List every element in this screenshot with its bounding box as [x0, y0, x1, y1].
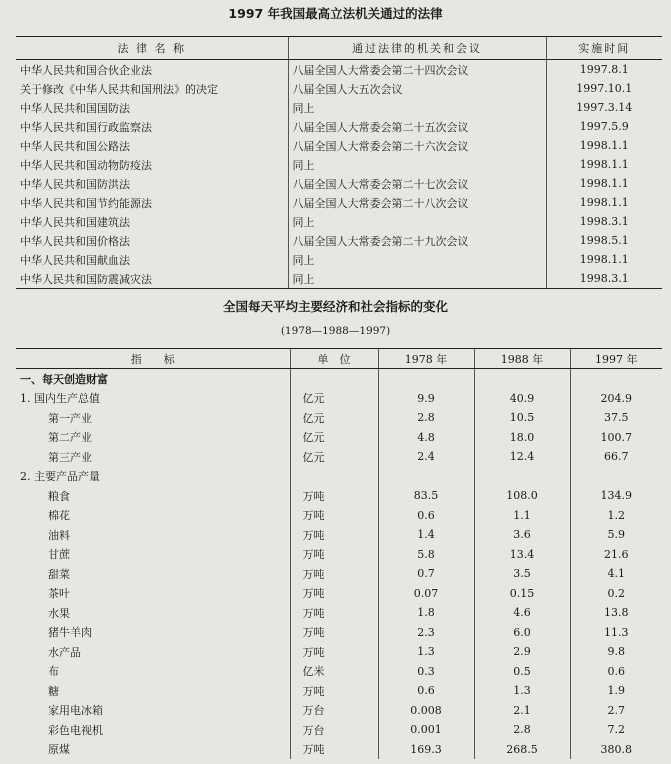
law-row: [16, 269, 662, 289]
value-1978-cell: 0.6: [378, 681, 474, 701]
adopting-body-cell: 同上: [288, 155, 546, 174]
unit-cell: 亿元: [290, 447, 378, 467]
indicator-row: [16, 467, 662, 487]
value-1988-cell: 3.5: [474, 564, 570, 584]
unit-cell: 万吨: [290, 564, 378, 584]
value-1997-cell: 9.8: [570, 642, 662, 662]
header-adopting-body: 通过法律的机关和会议: [288, 37, 546, 60]
unit-cell: 万台: [290, 720, 378, 740]
header-1988: 1988 年: [474, 349, 570, 369]
unit-cell: 万台: [290, 701, 378, 721]
indicator-row: [16, 545, 662, 565]
indicator-name-cell: 彩色电视机: [48, 723, 103, 737]
value-1978-cell: 83.5: [378, 486, 474, 506]
unit-cell: [290, 467, 378, 487]
value-1978-cell: 0.6: [378, 506, 474, 526]
effective-date-cell: 1998.1.1: [546, 193, 662, 212]
effective-date-cell: 1998.5.1: [546, 231, 662, 250]
law-name-cell: 中华人民共和国建筑法: [20, 215, 130, 229]
unit-cell: 万吨: [290, 506, 378, 526]
value-1988-cell: [474, 369, 570, 389]
law-row: [16, 250, 662, 269]
value-1978-cell: 0.7: [378, 564, 474, 584]
indicator-row: [16, 662, 662, 682]
value-1997-cell: 134.9: [570, 486, 662, 506]
indicator-name-cell: 粮食: [48, 489, 70, 503]
law-name-cell: 中华人民共和国国防法: [20, 101, 130, 115]
header-indicator: 指 标: [16, 349, 290, 369]
adopting-body-cell: 八届全国人大常委会第二十七次会议: [288, 174, 546, 193]
adopting-body-cell: 同上: [288, 98, 546, 117]
laws-header-row: [16, 37, 662, 60]
value-1997-cell: 66.7: [570, 447, 662, 467]
law-name-cell: 中华人民共和国行政监察法: [20, 120, 152, 134]
value-1997-cell: 21.6: [570, 545, 662, 565]
value-1988-cell: 0.15: [474, 584, 570, 604]
adopting-body-cell: 八届全国人大常委会第二十九次会议: [288, 231, 546, 250]
law-name-cell: 中华人民共和国节约能源法: [20, 196, 152, 210]
effective-date-cell: 1998.1.1: [546, 155, 662, 174]
value-1997-cell: 0.2: [570, 584, 662, 604]
effective-date-cell: 1998.1.1: [546, 174, 662, 193]
value-1988-cell: 1.1: [474, 506, 570, 526]
value-1978-cell: 1.8: [378, 603, 474, 623]
unit-cell: 万吨: [290, 681, 378, 701]
indicator-row: [16, 408, 662, 428]
value-1997-cell: 11.3: [570, 623, 662, 643]
value-1988-cell: 3.6: [474, 525, 570, 545]
indicator-row: [16, 564, 662, 584]
indicator-name-cell: 糖: [48, 684, 59, 698]
law-name-cell: 中华人民共和国合伙企业法: [20, 63, 152, 77]
indicator-row: [16, 642, 662, 662]
value-1988-cell: 108.0: [474, 486, 570, 506]
adopting-body-cell: 同上: [288, 212, 546, 231]
law-name-cell: 中华人民共和国防洪法: [20, 177, 130, 191]
value-1978-cell: 2.3: [378, 623, 474, 643]
value-1997-cell: 1.2: [570, 506, 662, 526]
adopting-body-cell: 八届全国人大常委会第二十六次会议: [288, 136, 546, 155]
laws-table-title: 1997 年我国最高立法机关通过的法律: [228, 6, 443, 21]
indicator-row: [16, 740, 662, 760]
value-1997-cell: 100.7: [570, 428, 662, 448]
value-1988-cell: 10.5: [474, 408, 570, 428]
value-1988-cell: [474, 467, 570, 487]
indicator-name-cell: 布: [48, 665, 59, 679]
value-1988-cell: 0.5: [474, 662, 570, 682]
value-1988-cell: 40.9: [474, 389, 570, 409]
value-1997-cell: 37.5: [570, 408, 662, 428]
value-1997-cell: 5.9: [570, 525, 662, 545]
indicator-name-cell: 2. 主要产品产量: [20, 470, 100, 484]
indicators-table: [16, 348, 662, 759]
law-row: [16, 60, 662, 80]
unit-cell: 万吨: [290, 486, 378, 506]
adopting-body-cell: 八届全国人大五次会议: [288, 79, 546, 98]
indicator-name-cell: 甘蔗: [48, 548, 70, 562]
value-1978-cell: [378, 369, 474, 389]
indicator-row: [16, 720, 662, 740]
value-1978-cell: 0.07: [378, 584, 474, 604]
law-name-cell: 中华人民共和国公路法: [20, 139, 130, 153]
value-1988-cell: 1.3: [474, 681, 570, 701]
indicator-name-cell: 茶叶: [48, 587, 70, 601]
law-name-cell: 关于修改《中华人民共和国刑法》的决定: [20, 82, 218, 96]
value-1988-cell: 12.4: [474, 447, 570, 467]
law-name-cell: 中华人民共和国防震减灾法: [16, 269, 288, 289]
indicator-name-cell: 棉花: [48, 509, 70, 523]
law-name-cell: 中华人民共和国献血法: [20, 253, 130, 267]
indicator-name-cell: 水产品: [48, 645, 81, 659]
unit-cell: 万吨: [290, 545, 378, 565]
law-row: [16, 155, 662, 174]
value-1997-cell: 7.2: [570, 720, 662, 740]
value-1978-cell: 9.9: [378, 389, 474, 409]
value-1988-cell: 6.0: [474, 623, 570, 643]
effective-date-cell: 1998.1.1: [546, 136, 662, 155]
law-row: [16, 117, 662, 136]
value-1997-cell: 4.1: [570, 564, 662, 584]
unit-cell: 万吨: [290, 603, 378, 623]
unit-cell: 亿米: [290, 662, 378, 682]
value-1997-cell: 13.8: [570, 603, 662, 623]
value-1978-cell: 0.001: [378, 720, 474, 740]
adopting-body-cell: 八届全国人大常委会第二十四次会议: [288, 60, 546, 80]
unit-cell: 亿元: [290, 428, 378, 448]
law-row: [16, 98, 662, 117]
indicator-row: [16, 428, 662, 448]
value-1978-cell: [378, 467, 474, 487]
header-1997: 1997 年: [570, 349, 662, 369]
value-1978-cell: 2.8: [378, 408, 474, 428]
adopting-body-cell: 八届全国人大常委会第二十五次会议: [288, 117, 546, 136]
indicator-name-cell: 水果: [48, 606, 70, 620]
law-row: [16, 212, 662, 231]
value-1997-cell: 2.7: [570, 701, 662, 721]
indicators-header-row: [16, 349, 662, 369]
effective-date-cell: 1998.3.1: [546, 269, 662, 289]
law-row: [16, 79, 662, 98]
indicator-row: [16, 369, 662, 389]
value-1997-cell: 1.9: [570, 681, 662, 701]
indicator-row: [16, 681, 662, 701]
unit-cell: 亿元: [290, 389, 378, 409]
indicator-row: [16, 584, 662, 604]
indicators-table-subtitle: (1978—1988—1997): [280, 325, 391, 337]
indicator-name-cell: 家用电冰箱: [48, 704, 103, 718]
unit-cell: 亿元: [290, 408, 378, 428]
law-row: [16, 136, 662, 155]
adopting-body-cell: 同上: [288, 250, 546, 269]
indicator-row: [16, 506, 662, 526]
value-1988-cell: 2.8: [474, 720, 570, 740]
effective-date-cell: 1998.1.1: [546, 250, 662, 269]
value-1988-cell: 268.5: [474, 740, 570, 760]
header-effective-date: 实施时间: [546, 37, 662, 60]
unit-cell: 万吨: [290, 525, 378, 545]
value-1978-cell: 4.8: [378, 428, 474, 448]
value-1978-cell: 169.3: [378, 740, 474, 760]
indicator-row: [16, 486, 662, 506]
header-1978: 1978 年: [378, 349, 474, 369]
indicator-row: [16, 623, 662, 643]
effective-date-cell: 1997.5.9: [546, 117, 662, 136]
indicator-name-cell: 猪牛羊肉: [48, 626, 92, 640]
indicator-row: [16, 525, 662, 545]
indicator-name-cell: 1. 国内生产总值: [20, 392, 100, 406]
value-1997-cell: 380.8: [570, 740, 662, 760]
effective-date-cell: 1997.3.14: [546, 98, 662, 117]
effective-date-cell: 1997.10.1: [546, 79, 662, 98]
value-1997-cell: 0.6: [570, 662, 662, 682]
value-1978-cell: 0.008: [378, 701, 474, 721]
indicator-name-cell: 第二产业: [48, 431, 92, 445]
indicator-name-cell: 油料: [48, 528, 70, 542]
indicator-name-cell: 原煤: [48, 743, 70, 757]
indicator-name-cell: 第一产业: [48, 411, 92, 425]
indicator-name-cell: 第三产业: [48, 450, 92, 464]
indicators-table-title: 全国每天平均主要经济和社会指标的变化: [222, 299, 448, 314]
laws-table: [16, 36, 662, 289]
value-1978-cell: 0.3: [378, 662, 474, 682]
indicator-row: [16, 701, 662, 721]
value-1997-cell: [570, 467, 662, 487]
adopting-body-cell: 八届全国人大常委会第二十八次会议: [288, 193, 546, 212]
indicator-row: [16, 447, 662, 467]
unit-cell: 万吨: [290, 642, 378, 662]
value-1978-cell: 5.8: [378, 545, 474, 565]
effective-date-cell: 1998.3.1: [546, 212, 662, 231]
law-name-cell: 中华人民共和国动物防疫法: [20, 158, 152, 172]
indicator-name-cell: 一、每天创造财富: [20, 372, 108, 386]
value-1997-cell: 204.9: [570, 389, 662, 409]
law-row: [16, 231, 662, 250]
header-law-name: 法 律 名 称: [16, 37, 288, 60]
unit-cell: 万吨: [290, 740, 378, 760]
value-1978-cell: 1.4: [378, 525, 474, 545]
value-1988-cell: 4.6: [474, 603, 570, 623]
law-row: [16, 174, 662, 193]
value-1978-cell: 2.4: [378, 447, 474, 467]
indicator-row: [16, 603, 662, 623]
value-1988-cell: 13.4: [474, 545, 570, 565]
header-unit: 单 位: [290, 349, 378, 369]
effective-date-cell: 1997.8.1: [546, 60, 662, 80]
indicator-name-cell: 甜菜: [48, 567, 70, 581]
adopting-body-cell: 同上: [288, 269, 546, 289]
law-name-cell: 中华人民共和国价格法: [20, 234, 130, 248]
value-1988-cell: 2.1: [474, 701, 570, 721]
value-1997-cell: [570, 369, 662, 389]
unit-cell: [290, 369, 378, 389]
indicator-row: [16, 389, 662, 409]
law-row: [16, 193, 662, 212]
unit-cell: 万吨: [290, 584, 378, 604]
value-1978-cell: 1.3: [378, 642, 474, 662]
unit-cell: 万吨: [290, 623, 378, 643]
value-1988-cell: 2.9: [474, 642, 570, 662]
value-1988-cell: 18.0: [474, 428, 570, 448]
